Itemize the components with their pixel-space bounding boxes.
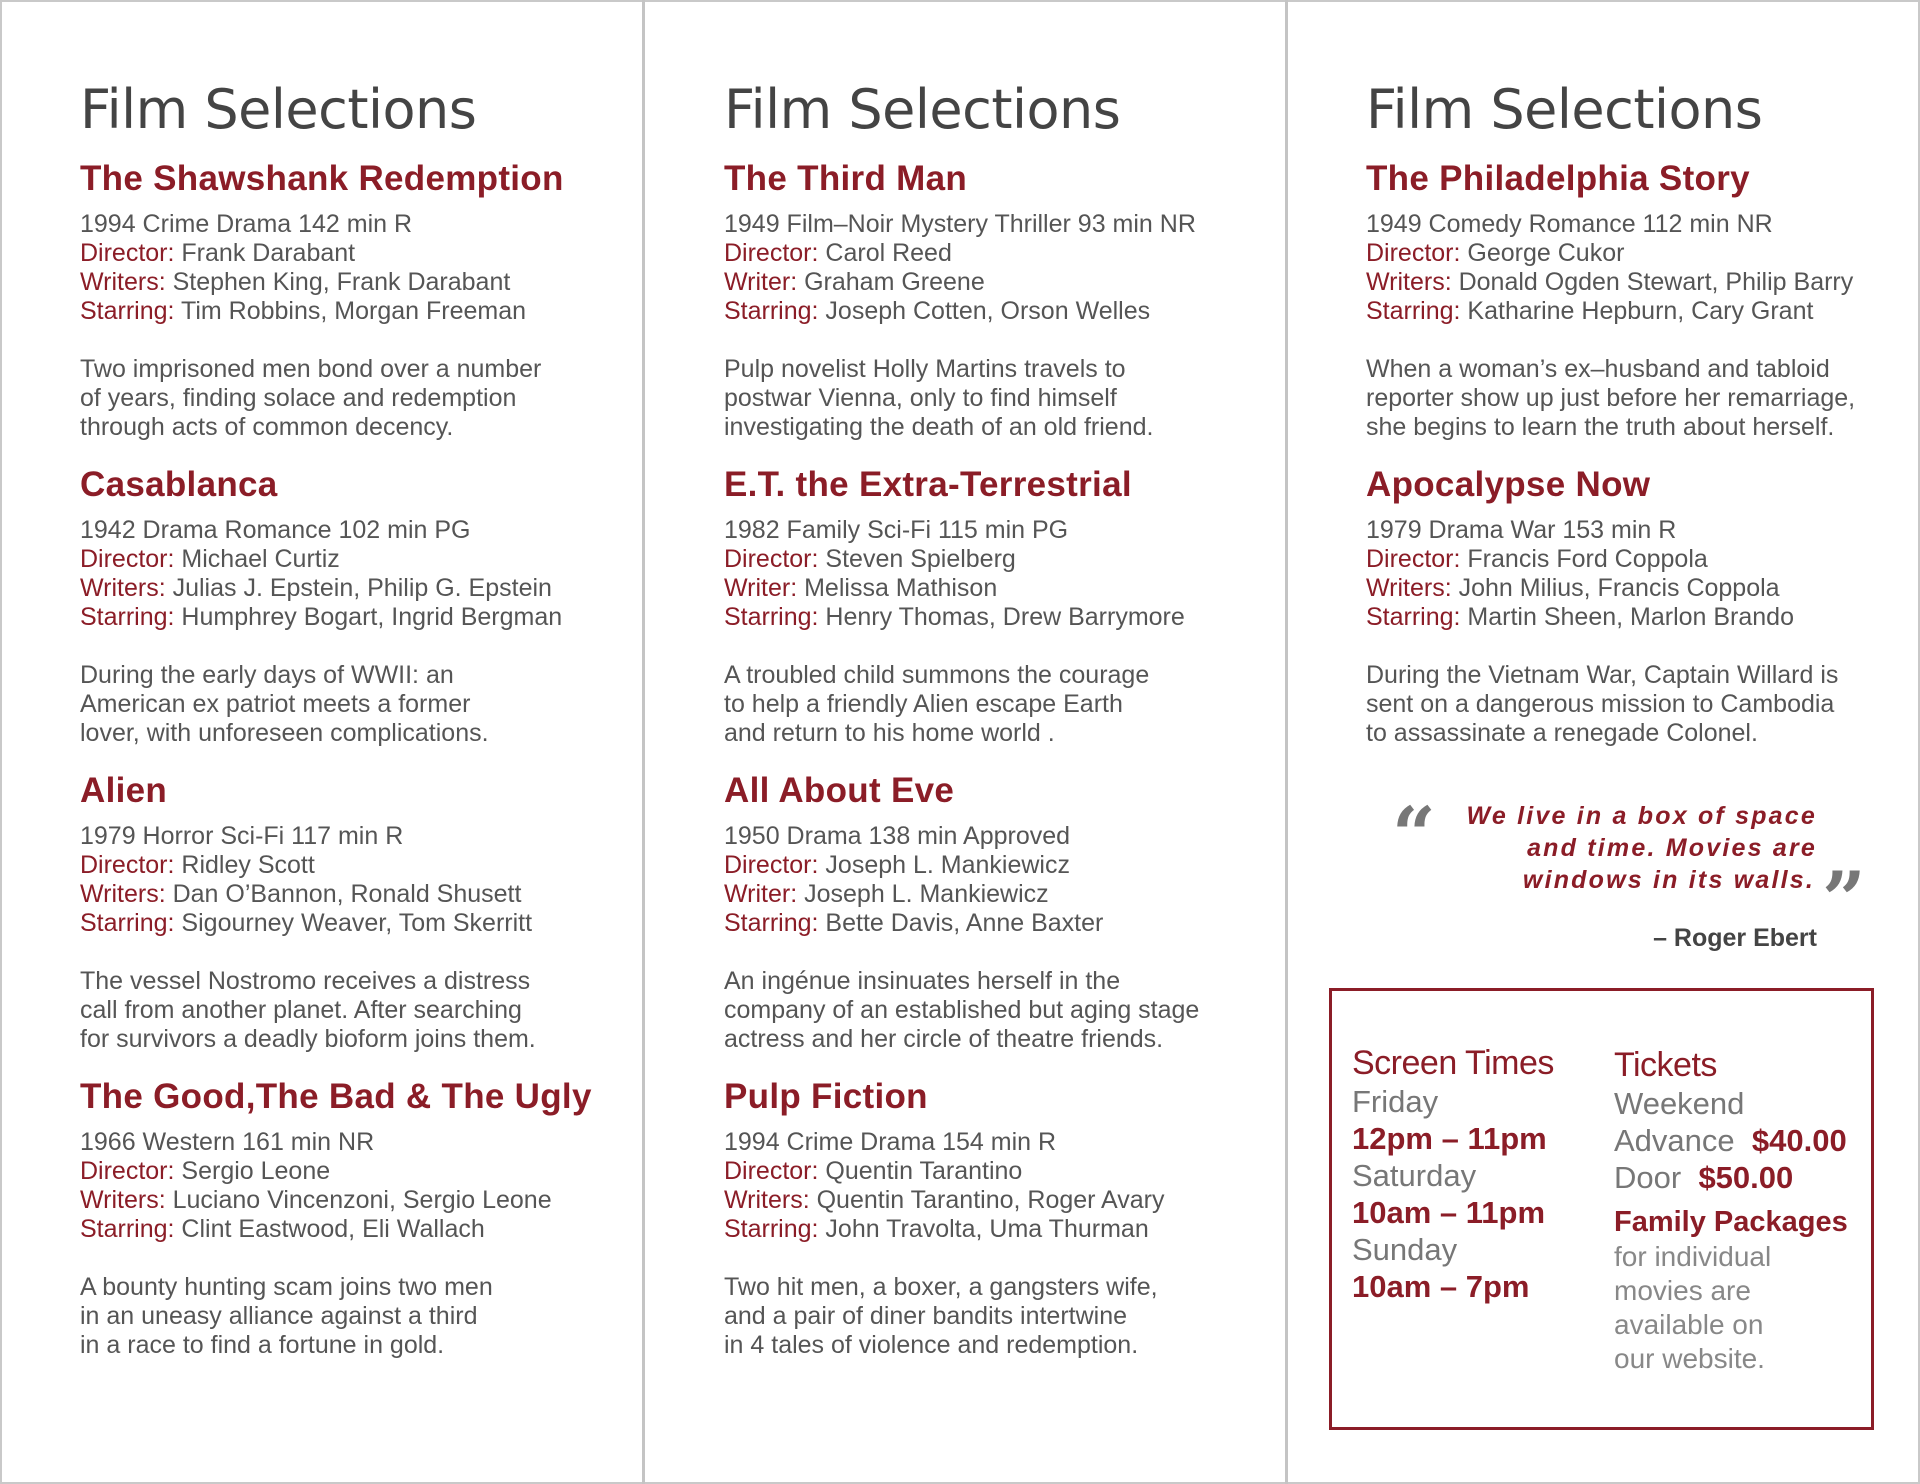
credit-value: Francis Ford Coppola xyxy=(1460,545,1708,573)
film-panel-3 xyxy=(1366,78,1906,770)
film-synopsis xyxy=(80,967,620,1054)
tickets xyxy=(1614,1045,1848,1376)
credit-value: Dan O’Bannon, Ronald Shusett xyxy=(165,880,522,908)
credit-writers xyxy=(724,1186,1264,1215)
packages-note-line: our website. xyxy=(1614,1343,1765,1374)
synopsis-line: Pulp novelist Holly Martins travels to xyxy=(724,355,1126,383)
film-title: Pulp Fiction xyxy=(724,1077,928,1116)
credit-value: Frank Darabant xyxy=(174,239,356,267)
film-entry xyxy=(80,1076,620,1360)
panel-divider-1 xyxy=(642,0,645,1484)
close-quote-icon: ” xyxy=(1822,855,1866,944)
credit-label: Writers: xyxy=(80,268,166,296)
film-title: E.T. the Extra-Terrestrial xyxy=(724,465,1132,504)
film-synopsis xyxy=(724,355,1264,442)
credit-director xyxy=(1366,545,1906,574)
credit-label: Writers: xyxy=(80,880,166,908)
film-entry xyxy=(80,464,620,748)
synopsis-line: and a pair of diner bandits intertwine xyxy=(724,1302,1128,1330)
synopsis-line: to help a friendly Alien escape Earth xyxy=(724,690,1123,718)
credit-label: Director: xyxy=(1366,239,1461,267)
credit-value: Donald Ogden Stewart, Philip Barry xyxy=(1451,268,1854,296)
synopsis-line: postwar Vienna, only to find himself xyxy=(724,384,1117,412)
film-title: All About Eve xyxy=(724,771,955,810)
synopsis-line: The vessel Nostromo receives a distress xyxy=(80,967,531,995)
credit-value: Joseph Cotten, Orson Welles xyxy=(818,297,1151,325)
credit-writers xyxy=(1366,268,1906,297)
credit-value: Joseph L. Mankiewicz xyxy=(818,851,1070,879)
credit-value: Henry Thomas, Drew Barrymore xyxy=(818,603,1185,631)
credit-director xyxy=(80,1157,620,1186)
time-range: 10am – 11pm xyxy=(1352,1195,1546,1230)
synopsis-line: During the early days of WWII: an xyxy=(80,661,454,689)
time-range: 10am – 7pm xyxy=(1352,1269,1530,1304)
film-title: Alien xyxy=(80,771,168,810)
credit-writers xyxy=(1366,574,1906,603)
film-synopsis xyxy=(724,967,1264,1054)
credit-value: Julias J. Epstein, Philip G. Epstein xyxy=(165,574,552,602)
credit-starring xyxy=(80,297,620,326)
panel-heading: Film Selections xyxy=(1366,78,1763,141)
film-title: The Philadelphia Story xyxy=(1366,159,1750,198)
time-range: 12pm – 11pm xyxy=(1352,1121,1547,1156)
open-quote-icon: “ xyxy=(1392,790,1436,879)
film-entry xyxy=(1366,464,1906,748)
film-panel-2 xyxy=(724,78,1264,1382)
film-meta: 1994 Crime Drama 142 min R xyxy=(80,210,413,238)
film-meta: 1994 Crime Drama 154 min R xyxy=(724,1128,1057,1156)
quote-author: – Roger Ebert xyxy=(1653,924,1817,952)
film-synopsis xyxy=(80,661,620,748)
credit-value: Joseph L. Mankiewicz xyxy=(797,880,1049,908)
credit-label: Director: xyxy=(80,851,175,879)
credit-value: Melissa Mathison xyxy=(797,574,998,602)
synopsis-line: she begins to learn the truth about herself. xyxy=(1366,413,1835,441)
credit-value: Sigourney Weaver, Tom Skerritt xyxy=(174,909,533,937)
synopsis-line: to assassinate a renegade Colonel. xyxy=(1366,719,1758,747)
credit-value: Tim Robbins, Morgan Freeman xyxy=(174,297,527,325)
film-entry xyxy=(724,1076,1264,1360)
film-title: Apocalypse Now xyxy=(1366,465,1651,504)
packages-note-line: for individual xyxy=(1614,1241,1772,1272)
credit-label: Director: xyxy=(80,1157,175,1185)
credit-label: Starring: xyxy=(724,909,819,937)
film-entry xyxy=(724,158,1264,442)
synopsis-line: sent on a dangerous mission to Cambodia xyxy=(1366,690,1835,718)
film-title: The Third Man xyxy=(724,159,968,198)
day-label: Saturday xyxy=(1352,1158,1477,1193)
film-meta: 1966 Western 161 min NR xyxy=(80,1128,375,1156)
credit-value: John Milius, Francis Coppola xyxy=(1451,574,1780,602)
film-synopsis xyxy=(80,1273,620,1360)
credit-starring xyxy=(1366,603,1906,632)
credit-starring xyxy=(724,909,1264,938)
credit-director xyxy=(724,239,1264,268)
credit-value: Quentin Tarantino xyxy=(818,1157,1023,1185)
screen-times xyxy=(1352,1043,1554,1305)
panel-heading: Film Selections xyxy=(80,78,477,141)
credit-label: Starring: xyxy=(80,909,175,937)
credit-director xyxy=(1366,239,1906,268)
film-meta: 1979 Horror Sci-Fi 117 min R xyxy=(80,822,404,850)
credit-label: Writer: xyxy=(724,574,798,602)
credit-label: Writers: xyxy=(1366,574,1452,602)
credit-value: George Cukor xyxy=(1460,239,1625,267)
advance-price-row xyxy=(1614,1122,1848,1159)
synopsis-line: through acts of common decency. xyxy=(80,413,454,441)
family-packages-heading: Family Packages xyxy=(1614,1206,1848,1238)
synopsis-line: in a race to find a fortune in gold. xyxy=(80,1331,445,1359)
film-meta: 1982 Family Sci-Fi 115 min PG xyxy=(724,516,1069,544)
film-title: Casablanca xyxy=(80,465,278,504)
credit-label: Writers: xyxy=(80,1186,166,1214)
credit-label: Writers: xyxy=(80,574,166,602)
credit-writers xyxy=(80,574,620,603)
synopsis-line: for survivors a deadly bioform joins them. xyxy=(80,1025,536,1053)
credit-label: Starring: xyxy=(724,603,819,631)
screen-times-heading: Screen Times xyxy=(1352,1044,1554,1082)
synopsis-line: of years, finding solace and redemption xyxy=(80,384,517,412)
film-panel-1 xyxy=(80,78,620,1382)
credit-value: Graham Greene xyxy=(797,268,985,296)
synopsis-line: A bounty hunting scam joins two men xyxy=(80,1273,493,1301)
synopsis-line: in an uneasy alliance against a third xyxy=(80,1302,478,1330)
advance-label: Advance xyxy=(1614,1123,1735,1158)
credit-label: Starring: xyxy=(724,297,819,325)
info-box xyxy=(1329,988,1874,1430)
film-meta: 1949 Comedy Romance 112 min NR xyxy=(1366,210,1773,238)
door-price-row xyxy=(1614,1159,1848,1196)
synopsis-line: in 4 tales of violence and redemption. xyxy=(724,1331,1139,1359)
credit-value: Humphrey Bogart, Ingrid Bergman xyxy=(174,603,563,631)
day-label: Friday xyxy=(1352,1084,1439,1119)
synopsis-line: actress and her circle of theatre friends. xyxy=(724,1025,1164,1053)
credit-label: Director: xyxy=(724,239,819,267)
credit-writers xyxy=(724,268,1264,297)
film-title: The Good,The Bad & The Ugly xyxy=(80,1077,592,1116)
door-price: $50.00 xyxy=(1698,1160,1794,1195)
film-entry xyxy=(80,770,620,1054)
credit-label: Writer: xyxy=(724,880,798,908)
credit-director xyxy=(80,239,620,268)
credit-value: Carol Reed xyxy=(818,239,952,267)
credit-value: Katharine Hepburn, Cary Grant xyxy=(1460,297,1814,325)
credit-value: Sergio Leone xyxy=(174,1157,331,1185)
credit-value: Bette Davis, Anne Baxter xyxy=(818,909,1104,937)
credit-starring xyxy=(724,297,1264,326)
day-label: Sunday xyxy=(1352,1232,1458,1267)
credit-label: Writers: xyxy=(1366,268,1452,296)
film-meta: 1942 Drama Romance 102 min PG xyxy=(80,516,471,544)
film-synopsis xyxy=(80,355,620,442)
synopsis-line: lover, with unforeseen complications. xyxy=(80,719,489,747)
credit-value: Ridley Scott xyxy=(174,851,315,879)
film-meta: 1949 Film–Noir Mystery Thriller 93 min NR xyxy=(724,210,1196,238)
film-title: The Shawshank Redemption xyxy=(80,159,564,198)
credit-value: Martin Sheen, Marlon Brando xyxy=(1460,603,1794,631)
credit-starring xyxy=(1366,297,1906,326)
credit-label: Director: xyxy=(80,239,175,267)
synopsis-line: Two imprisoned men bond over a number xyxy=(80,355,542,383)
panel-divider-2 xyxy=(1285,0,1288,1484)
credit-director xyxy=(724,1157,1264,1186)
film-entry xyxy=(724,770,1264,1054)
quote-line: We live in a box of space xyxy=(1466,802,1817,830)
door-label: Door xyxy=(1614,1160,1682,1195)
credit-director xyxy=(724,545,1264,574)
credit-label: Director: xyxy=(724,851,819,879)
film-synopsis xyxy=(1366,661,1906,748)
credit-writers xyxy=(80,880,620,909)
credit-label: Starring: xyxy=(1366,603,1461,631)
synopsis-line: and return to his home world . xyxy=(724,719,1055,747)
credit-value: John Travolta, Uma Thurman xyxy=(818,1215,1149,1243)
pull-quote xyxy=(1397,800,1817,896)
credit-director xyxy=(724,851,1264,880)
packages-note-line: available on xyxy=(1614,1309,1764,1340)
film-synopsis xyxy=(1366,355,1906,442)
credit-label: Director: xyxy=(80,545,175,573)
quote-line: windows in its walls. xyxy=(1522,866,1815,894)
credit-label: Starring: xyxy=(80,603,175,631)
credit-label: Director: xyxy=(724,545,819,573)
credit-starring xyxy=(724,1215,1264,1244)
credit-label: Director: xyxy=(1366,545,1461,573)
synopsis-line: Two hit men, a boxer, a gangsters wife, xyxy=(724,1273,1158,1301)
credit-director xyxy=(80,851,620,880)
credit-writers xyxy=(80,268,620,297)
film-entry xyxy=(80,158,620,442)
synopsis-line: A troubled child summons the courage xyxy=(724,661,1150,689)
credit-starring xyxy=(80,603,620,632)
credit-label: Writers: xyxy=(724,1186,810,1214)
synopsis-line: An ingénue insinuates herself in the xyxy=(724,967,1121,995)
synopsis-line: call from another planet. After searching xyxy=(80,996,522,1024)
credit-label: Writer: xyxy=(724,268,798,296)
credit-value: Luciano Vincenzoni, Sergio Leone xyxy=(165,1186,552,1214)
film-entry xyxy=(724,464,1264,748)
credit-writers xyxy=(724,574,1264,603)
credit-starring xyxy=(724,603,1264,632)
credit-label: Director: xyxy=(724,1157,819,1185)
credit-label: Starring: xyxy=(1366,297,1461,325)
film-meta: 1950 Drama 138 min Approved xyxy=(724,822,1071,850)
film-entry xyxy=(1366,158,1906,442)
film-synopsis xyxy=(724,1273,1264,1360)
credit-value: Steven Spielberg xyxy=(818,545,1016,573)
panel-heading: Film Selections xyxy=(724,78,1121,141)
credit-label: Starring: xyxy=(724,1215,819,1243)
credit-value: Stephen King, Frank Darabant xyxy=(165,268,511,296)
credit-label: Starring: xyxy=(80,297,175,325)
film-synopsis xyxy=(724,661,1264,748)
synopsis-line: American ex patriot meets a former xyxy=(80,690,471,718)
packages-note-line: movies are xyxy=(1614,1275,1751,1306)
advance-price: $40.00 xyxy=(1751,1123,1847,1158)
synopsis-line: During the Vietnam War, Captain Willard is xyxy=(1366,661,1839,689)
credit-value: Clint Eastwood, Eli Wallach xyxy=(174,1215,485,1243)
synopsis-line: investigating the death of an old friend. xyxy=(724,413,1154,441)
ticket-period: Weekend xyxy=(1614,1086,1745,1121)
credit-writers xyxy=(724,880,1264,909)
credit-label: Starring: xyxy=(80,1215,175,1243)
synopsis-line: When a woman’s ex–husband and tabloid xyxy=(1366,355,1830,383)
synopsis-line: company of an established but aging stage xyxy=(724,996,1200,1024)
film-meta: 1979 Drama War 153 min R xyxy=(1366,516,1677,544)
synopsis-line: reporter show up just before her remarriage, xyxy=(1366,384,1856,412)
quote-line: and time. Movies are xyxy=(1527,834,1817,862)
credit-starring xyxy=(80,1215,620,1244)
credit-starring xyxy=(80,909,620,938)
credit-value: Quentin Tarantino, Roger Avary xyxy=(809,1186,1165,1214)
credit-writers xyxy=(80,1186,620,1215)
credit-director xyxy=(80,545,620,574)
tickets-heading: Tickets xyxy=(1614,1046,1717,1084)
credit-value: Michael Curtiz xyxy=(174,545,340,573)
